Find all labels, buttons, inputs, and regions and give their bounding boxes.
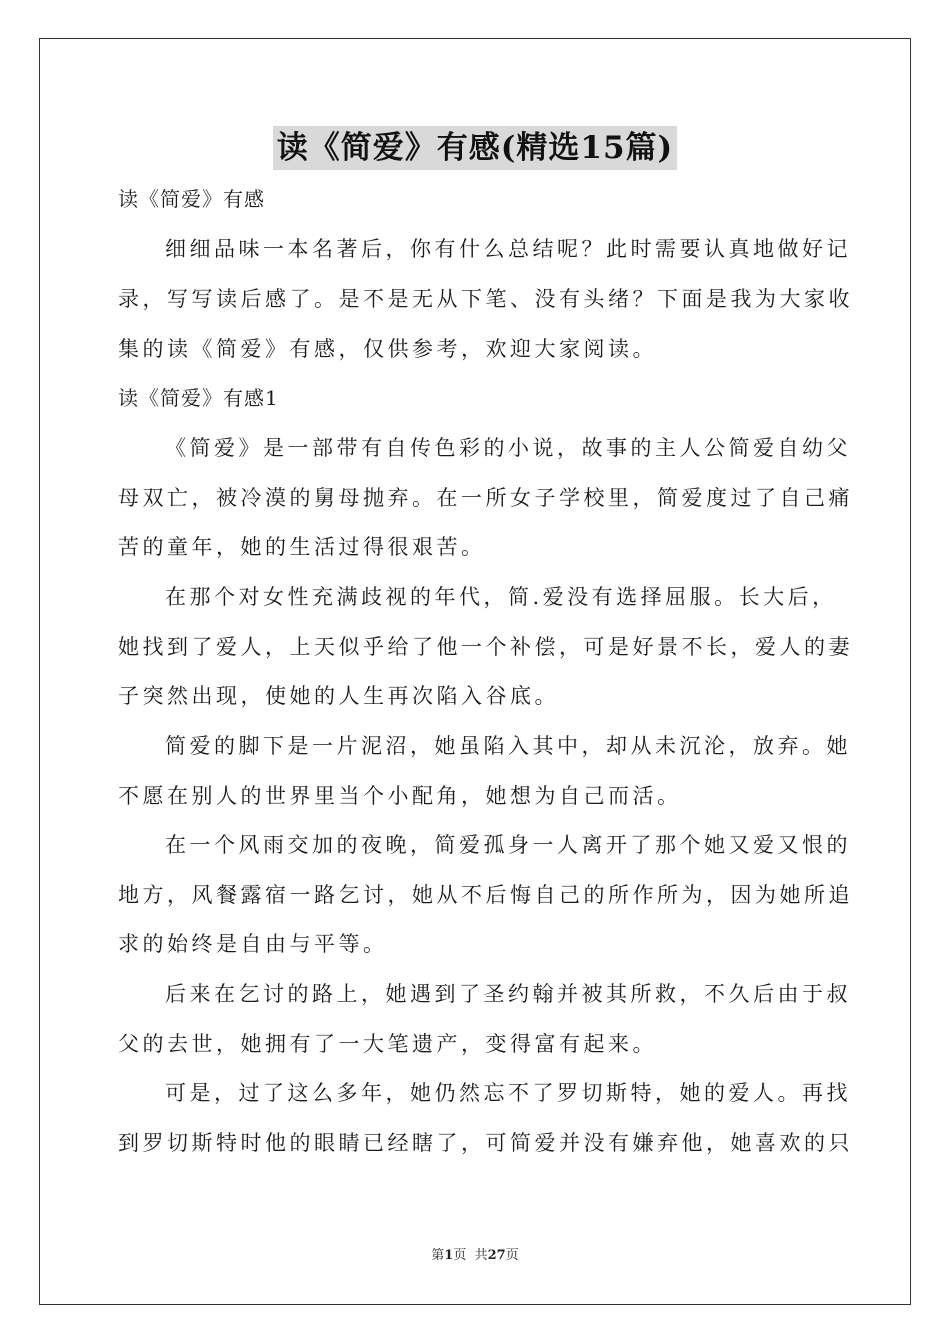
text-line: 母双亡，被冷漠的舅母抛弃。在一所女子学校里，简爱度过了自己痛	[118, 486, 853, 510]
text-line: 录，写写读后感了。是不是无从下笔、没有头绪？下面是我为大家收	[118, 287, 853, 311]
page-footer	[0, 1247, 950, 1265]
footer-page-mid: 页 共	[453, 1248, 488, 1263]
text-line: 到罗切斯特时他的眼睛已经瞎了，可简爱并没有嫌弃他，她喜欢的只	[118, 1131, 853, 1155]
text-line: 后来在乞讨的路上，她遇到了圣约翰并被其所救，不久后由于叔	[165, 982, 851, 1006]
text-line: 可是，过了这么多年，她仍然忘不了罗切斯特，她的爱人。再找	[165, 1081, 851, 1105]
title-container	[0, 126, 950, 170]
text-line: 子突然出现，使她的人生再次陷入谷底。	[118, 684, 559, 708]
text-line: 简爱的脚下是一片泥沼，她虽陷入其中，却从未沉沦，放弃。她	[165, 734, 851, 758]
text-line: 求的始终是自由与平等。	[118, 932, 388, 956]
text-line: 《简爱》是一部带有自传色彩的小说，故事的主人公简爱自幼父	[165, 436, 851, 460]
section-heading: 读《简爱》有感1	[118, 386, 279, 410]
footer-page-suffix: 页	[505, 1248, 519, 1263]
text-line: 她找到了爱人，上天似乎给了他一个补偿，可是好景不长，爱人的妻	[118, 635, 853, 659]
page-title: 读《简爱》有感(精选15篇)	[273, 126, 677, 170]
page-border	[39, 38, 911, 1305]
text-line: 集的读《简爱》有感，仅供参考，欢迎大家阅读。	[118, 337, 657, 361]
footer-page-current: 1	[444, 1248, 454, 1263]
intro-heading: 读《简爱》有感	[118, 187, 265, 211]
text-line: 不愿在别人的世界里当个小配角，她想为自己而活。	[118, 784, 682, 808]
text-line: 苦的童年，她的生活过得很艰苦。	[118, 535, 486, 559]
text-line: 在一个风雨交加的夜晚，简爱孤身一人离开了那个她又爱又恨的	[165, 833, 851, 857]
text-line: 在那个对女性充满歧视的年代，简.爱没有选择屈服。长大后，	[165, 585, 837, 609]
text-line: 地方，风餐露宿一路乞讨，她从不后悔自己的所作所为，因为她所追	[118, 883, 853, 907]
footer-page-total: 27	[487, 1248, 506, 1263]
text-line: 父的去世，她拥有了一大笔遗产，变得富有起来。	[118, 1032, 657, 1056]
footer-page-prefix: 第	[431, 1248, 445, 1263]
text-line: 细细品味一本名著后，你有什么总结呢？此时需要认真地做好记	[165, 237, 851, 261]
